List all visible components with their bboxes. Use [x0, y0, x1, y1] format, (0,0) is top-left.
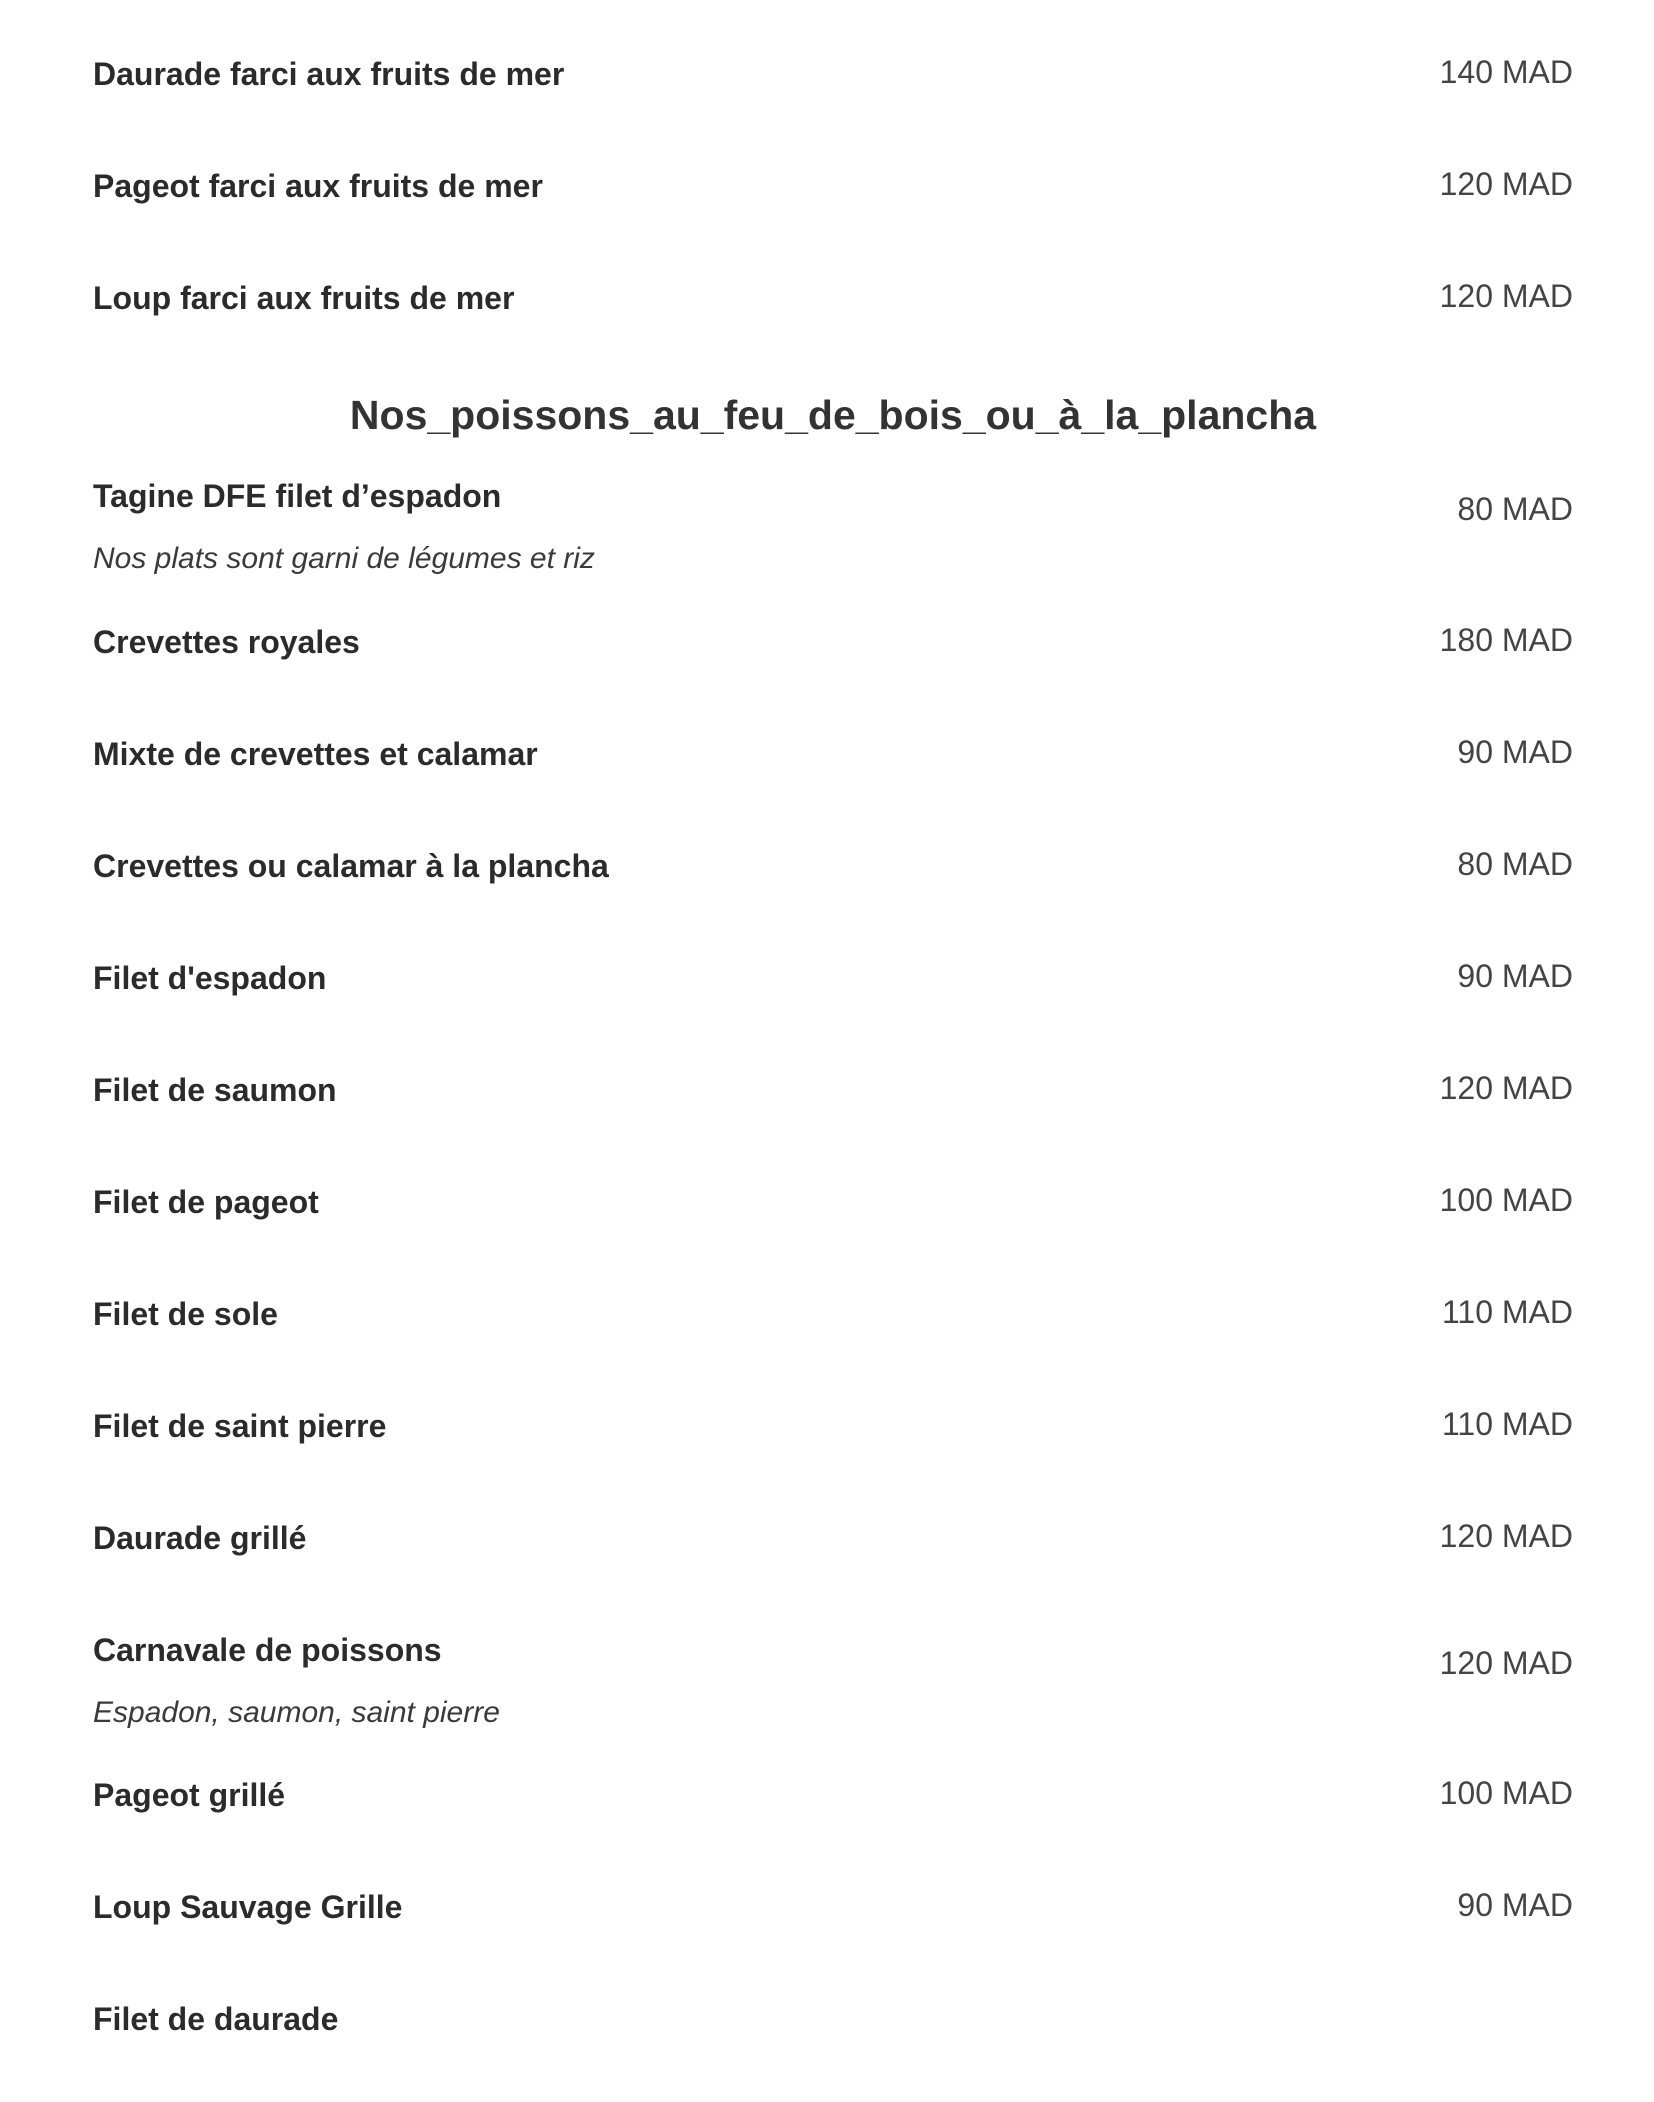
- item-price: 90 MAD: [1457, 958, 1573, 994]
- item-name: Filet de pageot: [93, 1184, 319, 1220]
- item-name: Crevettes ou calamar à la plancha: [93, 848, 609, 884]
- item-name: Loup farci aux fruits de mer: [93, 280, 515, 316]
- item-name: Mixte de crevettes et calamar: [93, 736, 538, 772]
- item-price: 100 MAD: [1439, 1775, 1573, 1811]
- item-price: 110 MAD: [1441, 1406, 1573, 1442]
- item-price: 180 MAD: [1439, 622, 1573, 658]
- item-price: 110 MAD: [1441, 1294, 1573, 1330]
- item-name: Daurade grillé: [93, 1520, 307, 1556]
- item-price: 120 MAD: [1439, 166, 1573, 202]
- item-price: 90 MAD: [1457, 1887, 1573, 1923]
- item-price: 80 MAD: [1457, 491, 1573, 527]
- item-price: 100 MAD: [1439, 1182, 1573, 1218]
- item-name: Filet de sole: [93, 1296, 278, 1332]
- item-name: Crevettes royales: [93, 624, 360, 660]
- item-price: 80 MAD: [1457, 846, 1573, 882]
- section-title: Nos_poissons_au_feu_de_bois_ou_à_la_plancha: [349, 392, 1317, 438]
- item-description: Nos plats sont garni de légumes et riz: [93, 542, 595, 575]
- item-name: Pageot farci aux fruits de mer: [93, 168, 543, 204]
- item-description: Espadon, saumon, saint pierre: [93, 1696, 500, 1729]
- item-price: 120 MAD: [1439, 278, 1573, 314]
- item-price: 120 MAD: [1439, 1645, 1573, 1681]
- item-name: Loup Sauvage Grille: [93, 1889, 403, 1925]
- item-name: Filet de daurade: [93, 2001, 339, 2037]
- item-name: Filet de saint pierre: [93, 1408, 387, 1444]
- item-name: Pageot grillé: [93, 1777, 286, 1813]
- item-price: 120 MAD: [1439, 1518, 1573, 1554]
- item-price: 120 MAD: [1439, 1070, 1573, 1106]
- item-name: Tagine DFE filet d’espadon: [93, 478, 502, 514]
- item-name: Filet de saumon: [93, 1072, 337, 1108]
- item-price: 90 MAD: [1457, 734, 1573, 770]
- item-name: Filet d'espadon: [93, 960, 327, 996]
- item-name: Daurade farci aux fruits de mer: [93, 56, 565, 92]
- item-name: Carnavale de poissons: [93, 1632, 442, 1668]
- item-price: 140 MAD: [1439, 54, 1573, 90]
